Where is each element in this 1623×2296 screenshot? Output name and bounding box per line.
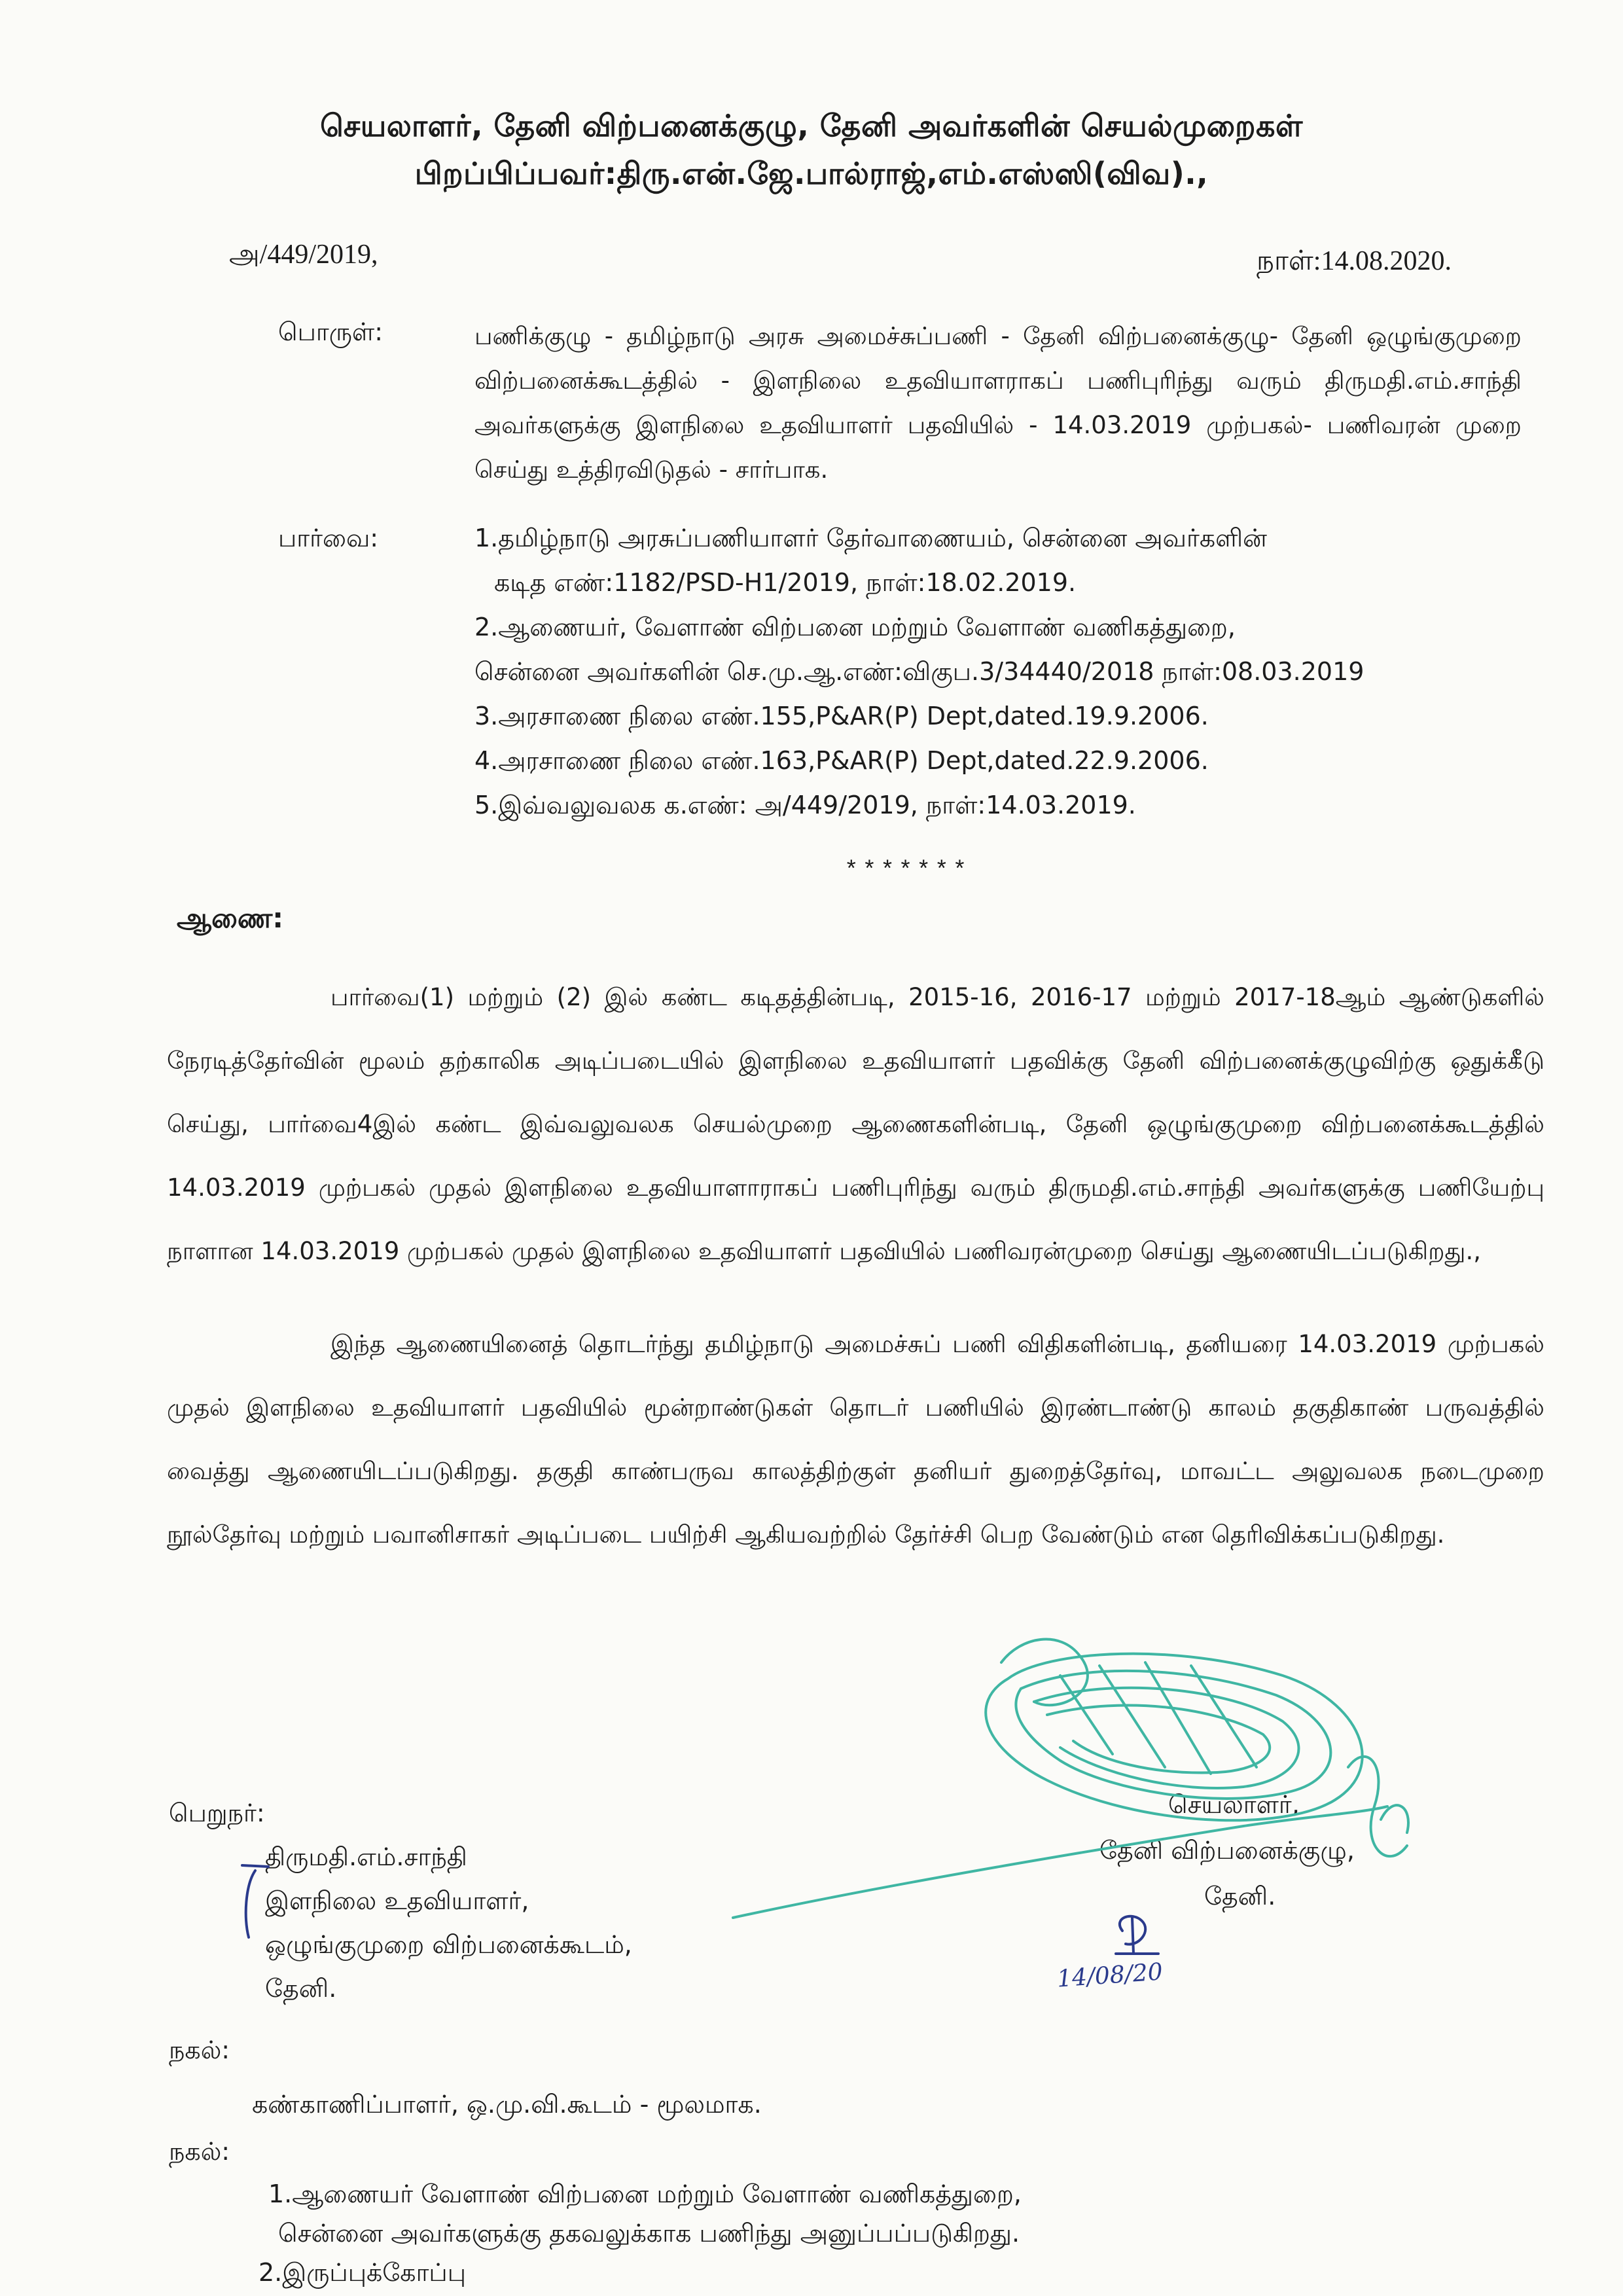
handwritten-date: 14/08/20 [1056, 1958, 1164, 1993]
copy-recipient: கண்காணிப்பாளர், ஒ.மு.வி.கூடம் - மூலமாக. [252, 2090, 762, 2119]
reference-item: சென்னை அவர்களின் செ.மு.ஆ.எண்:விகுப.3/34440/2018 நாள்:08.03.2019 [474, 657, 1364, 686]
order-date: நாள்:14.08.2020. [1257, 246, 1452, 276]
copy-label: நகல்: [169, 2137, 230, 2166]
recipient-designation: இளநிலை உதவியாளர், [265, 1886, 529, 1915]
signatory-place: தேனி. [1204, 1882, 1276, 1910]
subject-text: பணிக்குழு - தமிழ்நாடு அரசு அமைச்சுப்பணி - தேனி விற்பனைக்குழு- தேனி ஒழுங்குமுறை விற்பனைக்கூடத்தில் - இளநிலை உதவியாளராகப் பணிபுரிந்து வரும் திருமதி.எம்.சாந்தி அவர்களுக்கு இளநிலை உதவியாளர் பதவியில் - 14.03.2019 முற்பகல்- பணிவரன் முறை செய்து உத்திரவிடுதல் - சார்பாக. [474, 322, 1522, 484]
reference-item: கடித எண்:1182/PSD-H1/2019, நாள்:18.02.2019. [494, 568, 1077, 597]
recipient-place: தேனி. [265, 1974, 337, 2003]
copy-label: நகல்: [169, 2036, 230, 2064]
references-label: பார்வை: [278, 524, 379, 552]
order-paragraph-2: இந்த ஆணையினைத் தொடர்ந்து தமிழ்நாடு அமைச்சுப் பணி விதிகளின்படி, தனியரை 14.03.2019 முற்பகல் முதல் இளநிலை உதவியாளர் பதவியில் மூன்றாண்டுகள் தொடர் பணியில் இரண்டாண்டு காலம் தகுதிகாண் பருவத்தில் வைத்து ஆணையிடப்படுகிறது. தகுதி காண்பருவ காலத்திற்குள் தனியர் துறைத்தேர்வு, மாவட்ட அலுவலக நடைமுறை நூல்தேர்வு மற்றும் பவானிசாகர் அடிப்படை பயிற்சி ஆகியவற்றில் தேர்ச்சி பெற வேண்டும் என தெரிவிக்கப்படுகிறது. [167, 1330, 1544, 1549]
reference-item: 3.அரசாணை நிலை எண்.155,P&AR(P) Dept,dated.19.9.2006. [474, 702, 1209, 730]
signatory-title: செயலாளர், [1168, 1790, 1300, 1819]
reference-item: 1.தமிழ்நாடு அரசுப்பணியாளர் தேர்வாணையம், சென்னை அவர்களின் [474, 524, 1268, 552]
issuer-line: பிறப்பிப்பவர்:திரு.என்.ஜே.பால்ராஜ்,எம்.எஸ்ஸி(விவ)., [414, 156, 1209, 191]
recipient-office: ஒழுங்குமுறை விற்பனைக்கூடம், [265, 1930, 632, 1959]
separator-stars: ******* [844, 857, 971, 884]
reference-item: 5.இவ்வலுவலக க.எண்: அ/449/2019, நாள்:14.03.2019. [474, 791, 1136, 819]
order-paragraph-1: பார்வை(1) மற்றும் (2) இல் கண்ட கடிதத்தின்படி, 2015-16, 2016-17 மற்றும் 2017-18ஆம் ஆண்டுகளில் நேரடித்தேர்வின் மூலம் தற்காலிக அடிப்படையில் இளநிலை உதவியாளர் பதவிக்கு தேனி விற்பனைக்குழுவிற்கு ஒதுக்கீடு செய்து, பார்வை4இல் கண்ட இவ்வலுவலக செயல்முறை ஆணைகளின்படி, தேனி ஒழுங்குமுறை விற்பனைக்கூடத்தில் 14.03.2019 முற்பகல் முதல் இளநிலை உதவியாளாராகப் பணிபுரிந்து வரும் திருமதி.எம்.சாந்தி அவர்களுக்கு பணியேற்பு நாளான 14.03.2019 முற்பகல் முதல் இளநிலை உதவியாளர் பதவியில் பணிவரன்முறை செய்து ஆணையிடப்படுகிறது., [167, 983, 1544, 1265]
order-heading: ஆணை: [177, 902, 284, 934]
copy-item: 1.ஆணையர் வேளாண் விற்பனை மற்றும் வேளாண் வணிகத்துறை, [268, 2179, 1022, 2208]
copy-item: சென்னை அவர்களுக்கு தகவலுக்காக பணிந்து அனுப்பப்படுகிறது. [278, 2219, 1020, 2248]
office-heading: செயலாளர், தேனி விற்பனைக்குழு, தேனி அவர்களின் செயல்முறைகள் [320, 108, 1303, 143]
subject-label: பொருள்: [278, 317, 383, 346]
reference-item: 4.அரசாணை நிலை எண்.163,P&AR(P) Dept,dated.22.9.2006. [474, 746, 1209, 775]
reference-item: 2.ஆணையர், வேளாண் விற்பனை மற்றும் வேளாண் வணிகத்துறை, [474, 613, 1236, 641]
recipient-name: திருமதி.எம்.சாந்தி [265, 1842, 467, 1871]
recipient-label: பெறுநர்: [169, 1799, 265, 1827]
copy-item: 2.இருப்புக்கோப்பு [259, 2258, 466, 2287]
signatory-office: தேனி விற்பனைக்குழு, [1099, 1836, 1355, 1865]
reference-number: அ/449/2019, [229, 240, 378, 270]
